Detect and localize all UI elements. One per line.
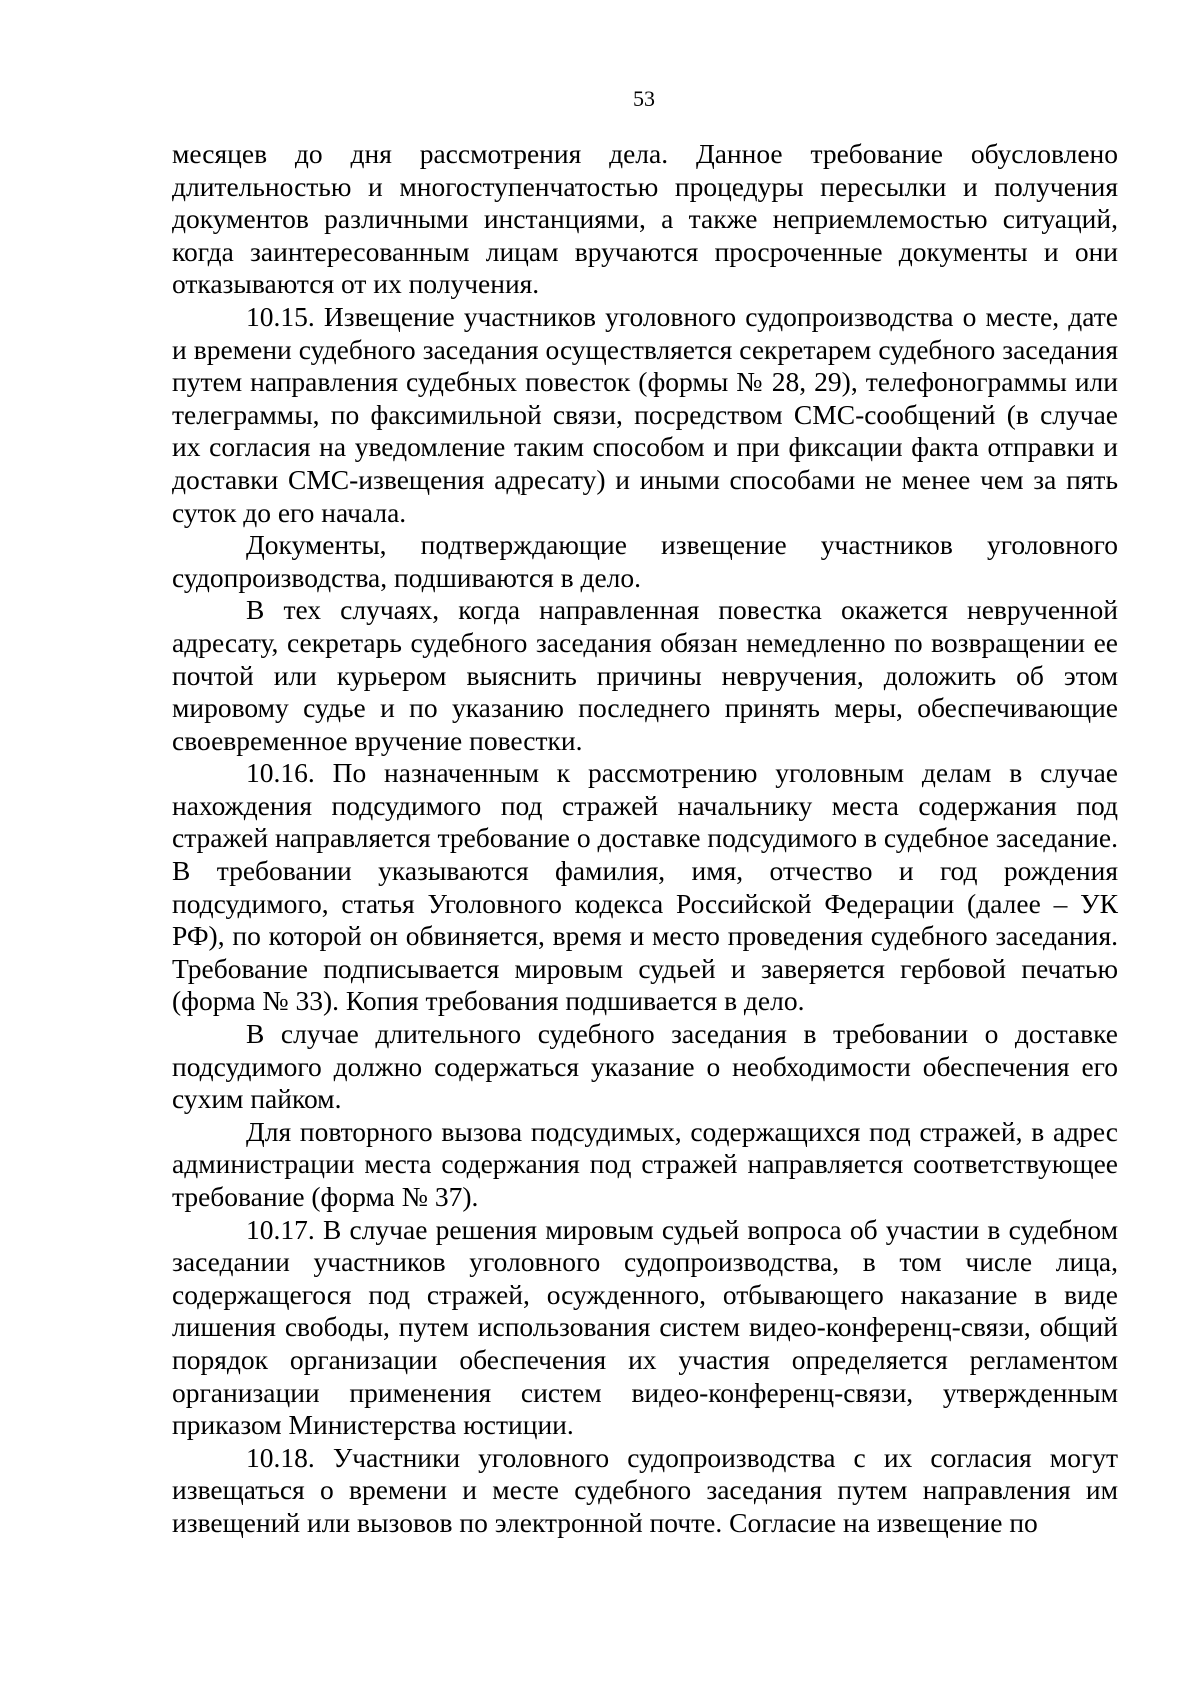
- document-body: [172, 138, 1118, 1540]
- paragraph-10-18: 10.18. Участники уголовного судопроизводства с их согласия могут извещаться о времени и месте судебного заседания путем направления им извещений или вызовов по электронной почте. Согласие на извещение по: [172, 1441, 1118, 1538]
- paragraph-dry-rations: В случае длительного судебного заседания в требовании о доставке подсудимого должно содержаться указание о необходимости обеспечения его сухим пайком.: [172, 1018, 1118, 1115]
- paragraph-10-17: 10.17. В случае решения мировым судьей вопроса об участии в судебном заседании участников уголовного судопроизводства, в том числе лица, содержащегося под стражей, осужденного, отбывающего наказание в виде лишения свободы, путем использования систем видео-конференц-связи, общий порядок организации обеспечения их участия определяется регламентом организации применения систем видео-конференц-связи, утвержденным приказом Министерства юстиции.: [172, 1213, 1118, 1441]
- paragraph-10-15: 10.15. Извещение участников уголовного судопроизводства о месте, дате и времени судебного заседания осуществляется секретарем судебного заседания путем направления судебных повесток (формы № 28, 29), телефонограммы или телеграммы, по факсимильной связи, посредством СМС-сообщений (в случае их согласия на уведомление таким способом и при фиксации факта отправки и доставки СМС-извещения адресату) и иными способами не менее чем за пять суток до его начала.: [172, 300, 1118, 528]
- paragraph-repeated-summons: Для повторного вызова подсудимых, содержащихся под стражей, в адрес администрации места содержания под стражей направляется соответствующее требование (форма № 37).: [172, 1115, 1118, 1212]
- paragraph-documents: Документы, подтверждающие извещение участников уголовного судопроизводства, подшиваются в дело.: [172, 529, 1118, 593]
- paragraph-undelivered-summons: В тех случаях, когда направленная повестка окажется неврученной адресату, секретарь судебного заседания обязан немедленно по возвращении ее почтой или курьером выяснить причины невручения, доложить об этом мировому судье и по указанию последнего принять меры, обеспечивающие своевременное вручение повестки.: [172, 594, 1118, 756]
- paragraph-continuation: месяцев до дня рассмотрения дела. Данное требование обусловлено длительностью и многоступенчатостью процедуры пересылки и получения документов различными инстанциями, а также неприемлемостью ситуаций, когда заинтересованным лицам вручаются просроченные документы и они отказываются от их получения.: [172, 138, 1118, 300]
- page-number: 53: [633, 86, 655, 111]
- paragraph-10-16: 10.16. По назначенным к рассмотрению уголовным делам в случае нахождения подсудимого под стражей начальнику места содержания под стражей направляется требование о доставке подсудимого в судебное заседание. В требовании указываются фамилия, имя, отчество и год рождения подсудимого, статья Уголовного кодекса Российской Федерации (далее – УК РФ), по которой он обвиняется, время и место проведения судебного заседания. Требование подписывается мировым судьей и заверяется гербовой печатью (форма № 33). Копия требования подшивается в дело.: [172, 757, 1118, 1017]
